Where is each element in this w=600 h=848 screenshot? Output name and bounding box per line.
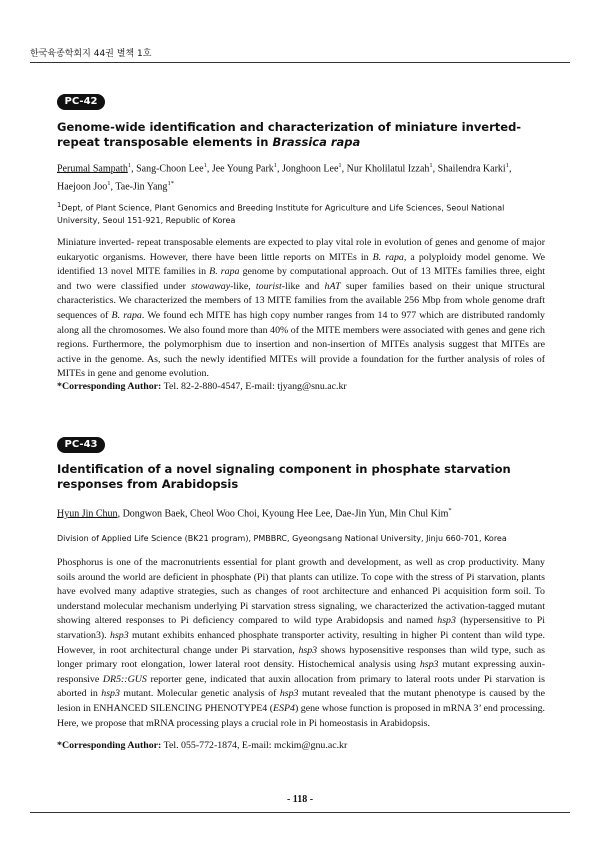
abstract bbox=[57, 556, 545, 731]
article-title-species: Brassica rapa bbox=[272, 135, 361, 149]
abstract-italic: B. rapa bbox=[111, 309, 142, 321]
abstract bbox=[57, 236, 545, 382]
author-list bbox=[57, 503, 547, 521]
author: , Sang-Choon Lee bbox=[131, 163, 204, 175]
author-sup: 1 bbox=[107, 180, 111, 188]
abstract-italic: B. rapa bbox=[209, 266, 240, 278]
affiliation bbox=[57, 199, 547, 227]
author-sup: 1 bbox=[505, 162, 509, 169]
corresponding-label: *Corresponding Author: bbox=[57, 381, 162, 392]
affiliation-sup: 1 bbox=[57, 201, 62, 209]
article-code-badge: PC-42 bbox=[57, 94, 105, 110]
abstract-italic: hsp3 bbox=[279, 688, 299, 700]
author-sup: 1 bbox=[127, 162, 132, 169]
author-sup: * bbox=[448, 507, 452, 514]
header-divider bbox=[30, 62, 570, 63]
author-list bbox=[57, 158, 547, 195]
abstract-italic: hsp3 bbox=[110, 629, 129, 641]
article-title: Identification of a novel signaling component in phosphate starvation responses from Arabidopsis bbox=[57, 462, 511, 491]
author-sup: 1* bbox=[167, 180, 174, 188]
author: , Dongwon Baek, Cheol Woo Choi, Kyoung Hee Lee, Dae-Jin Yun, Min Chul Kim bbox=[117, 508, 449, 520]
article-title bbox=[57, 120, 547, 150]
abstract-text: shows hyposensitive responses than wild type, such as longer primary root elongation, lower lateral root density. Histochemical analysis using bbox=[57, 644, 545, 671]
author-sup: 1 bbox=[429, 162, 433, 169]
abstract-italic: DR5::GUS bbox=[102, 673, 147, 685]
abstract-italic: B. rapa, bbox=[372, 251, 407, 263]
author: , Shailendra Karki bbox=[432, 163, 506, 175]
author: , Nur Kholilatul Izzah bbox=[341, 163, 430, 175]
abstract-text: mutant expressing auxin-responsive bbox=[57, 659, 545, 685]
abstract-text: (hypersensitive to Pi starvation3). bbox=[57, 615, 545, 641]
abstract-text: mutant. Molecular genetic analysis of bbox=[119, 688, 280, 700]
abstract-text: Phosphorus is one of the macronutrients essential for plant growth and development, as well as crop productivity. Many soils around the world are deficient in phosphate (Pi) that plants can utilize. To cope with the stress of Pi starvation, plants have evolved many adaptive strategies, such as changes of root architecture and enhanced Pi acquisition form soil. To understand molecular mechanism underlying Pi starvation stress signaling, we characterized the activation-tagged mutant showing altered responses to Pi deficiency compared to wild type Arabidopsis and named bbox=[57, 557, 545, 627]
author: , Jee Young Park bbox=[206, 163, 274, 175]
footer-divider bbox=[30, 812, 570, 813]
abstract-italic: hsp3 bbox=[101, 688, 120, 700]
abstract-text: mutant revealed that the mutant phenotype is caused by the lesion in ENHANCED SILENCING PHENOTYPE4 ( bbox=[57, 688, 545, 714]
abstract-italic: hsp3 bbox=[419, 659, 439, 671]
author: , Haejoon Joo bbox=[57, 163, 512, 193]
corresponding-contact: Tel. 82-2-880-4547, E-mail: tjyang@snu.ac.kr bbox=[161, 381, 347, 392]
article-code-badge: PC-43 bbox=[57, 437, 105, 453]
author-sup: 1 bbox=[203, 162, 207, 169]
author: , Jonghoon Lee bbox=[277, 163, 339, 175]
corresponding-author bbox=[57, 740, 547, 751]
abstract-text: super families based on their unique structural characteristics. We characterized the members of 13 MITE families from the available 256 Mbp from whole genome draft sequences of bbox=[57, 280, 545, 321]
presenting-author: Perumal Sampath bbox=[57, 163, 128, 175]
abstract-italic: stowaway bbox=[191, 280, 231, 292]
abstract-italic: ESP4 bbox=[273, 702, 295, 714]
abstract-text: Miniature inverted- repeat transposable elements are expected to play vital role in evolution of genes and genome of major eukaryotic organisms. However, there have been little reports on MITEs in bbox=[57, 237, 545, 263]
author: , Tae-Jin Yang bbox=[110, 181, 168, 193]
affiliation-text: Dept, of Plant Science, Plant Genomics and Breeding Institute for Agriculture and Life Sciences, Seoul National University, Seoul 151-921, Republic of Korea bbox=[57, 203, 505, 225]
abstract-text: . We found ech MITE has high copy number ranges from 14 to 977 which are distributed randomly along all the chromosomes. We also found more than 40% of the MITE members were associated with genes and gene rich regions. Furthermore, the polymorphism due to insertion and non-insertion of MITEs analysis suggest that MITEs are active in the genome. As, such the newly identified MITEs will provide a foundation for the further analysis of roles of MITEs in gene and genome evolution. bbox=[57, 309, 545, 380]
abstract-italic: tourist bbox=[255, 280, 282, 292]
abstract-text: mutant exhibits enhanced phosphate transporter activity, resulting in higher Pi content than wild type. However, in root architectural change under Pi starvation, bbox=[57, 629, 545, 656]
abstract-text: -like, bbox=[230, 280, 256, 292]
abstract-italic: hsp3 bbox=[437, 615, 456, 627]
abstract-text: genome by computational approach. Out of 13 MITEs families three, eight and two were classified under bbox=[57, 266, 546, 292]
journal-header: 한국육종학회지 44권 별책 1호 bbox=[30, 49, 152, 59]
corresponding-author bbox=[57, 381, 547, 392]
affiliation: Division of Applied Life Science (BK21 program), PMBBRC, Gyeongsang National University, Jinju 660-701, Korea bbox=[57, 534, 507, 543]
abstract-text: ) gene whose function is proposed in mRNA 3’ end processing. Here, we propose that mRNA processing plays a crucial role in Pi homeostasis in Arabidopsis. bbox=[57, 702, 545, 729]
author-sup: 1 bbox=[338, 162, 342, 169]
abstract-text: a polyploidy model genome. We identified 13 novel MITE families in bbox=[57, 251, 545, 278]
abstract-italic: hsp3 bbox=[298, 644, 318, 656]
article-title-text: Genome-wide identification and characterization of miniature inverted- repeat transposable elements in bbox=[57, 120, 522, 149]
abstract-text: -like and bbox=[281, 280, 325, 292]
author-sup: 1 bbox=[273, 162, 278, 169]
abstract-italic: hAT bbox=[324, 280, 341, 292]
presenting-author: Hyun Jin Chun bbox=[57, 508, 118, 520]
abstract-text: reporter gene, indicated that auxin allocation from primary to lateral roots under Pi starvation is aborted in bbox=[57, 673, 545, 700]
page-number: - 118 - bbox=[286, 794, 314, 805]
corresponding-contact: Tel. 055-772-1874, E-mail: mckim@gnu.ac.kr bbox=[161, 740, 348, 751]
corresponding-label: *Corresponding Author: bbox=[57, 740, 162, 751]
